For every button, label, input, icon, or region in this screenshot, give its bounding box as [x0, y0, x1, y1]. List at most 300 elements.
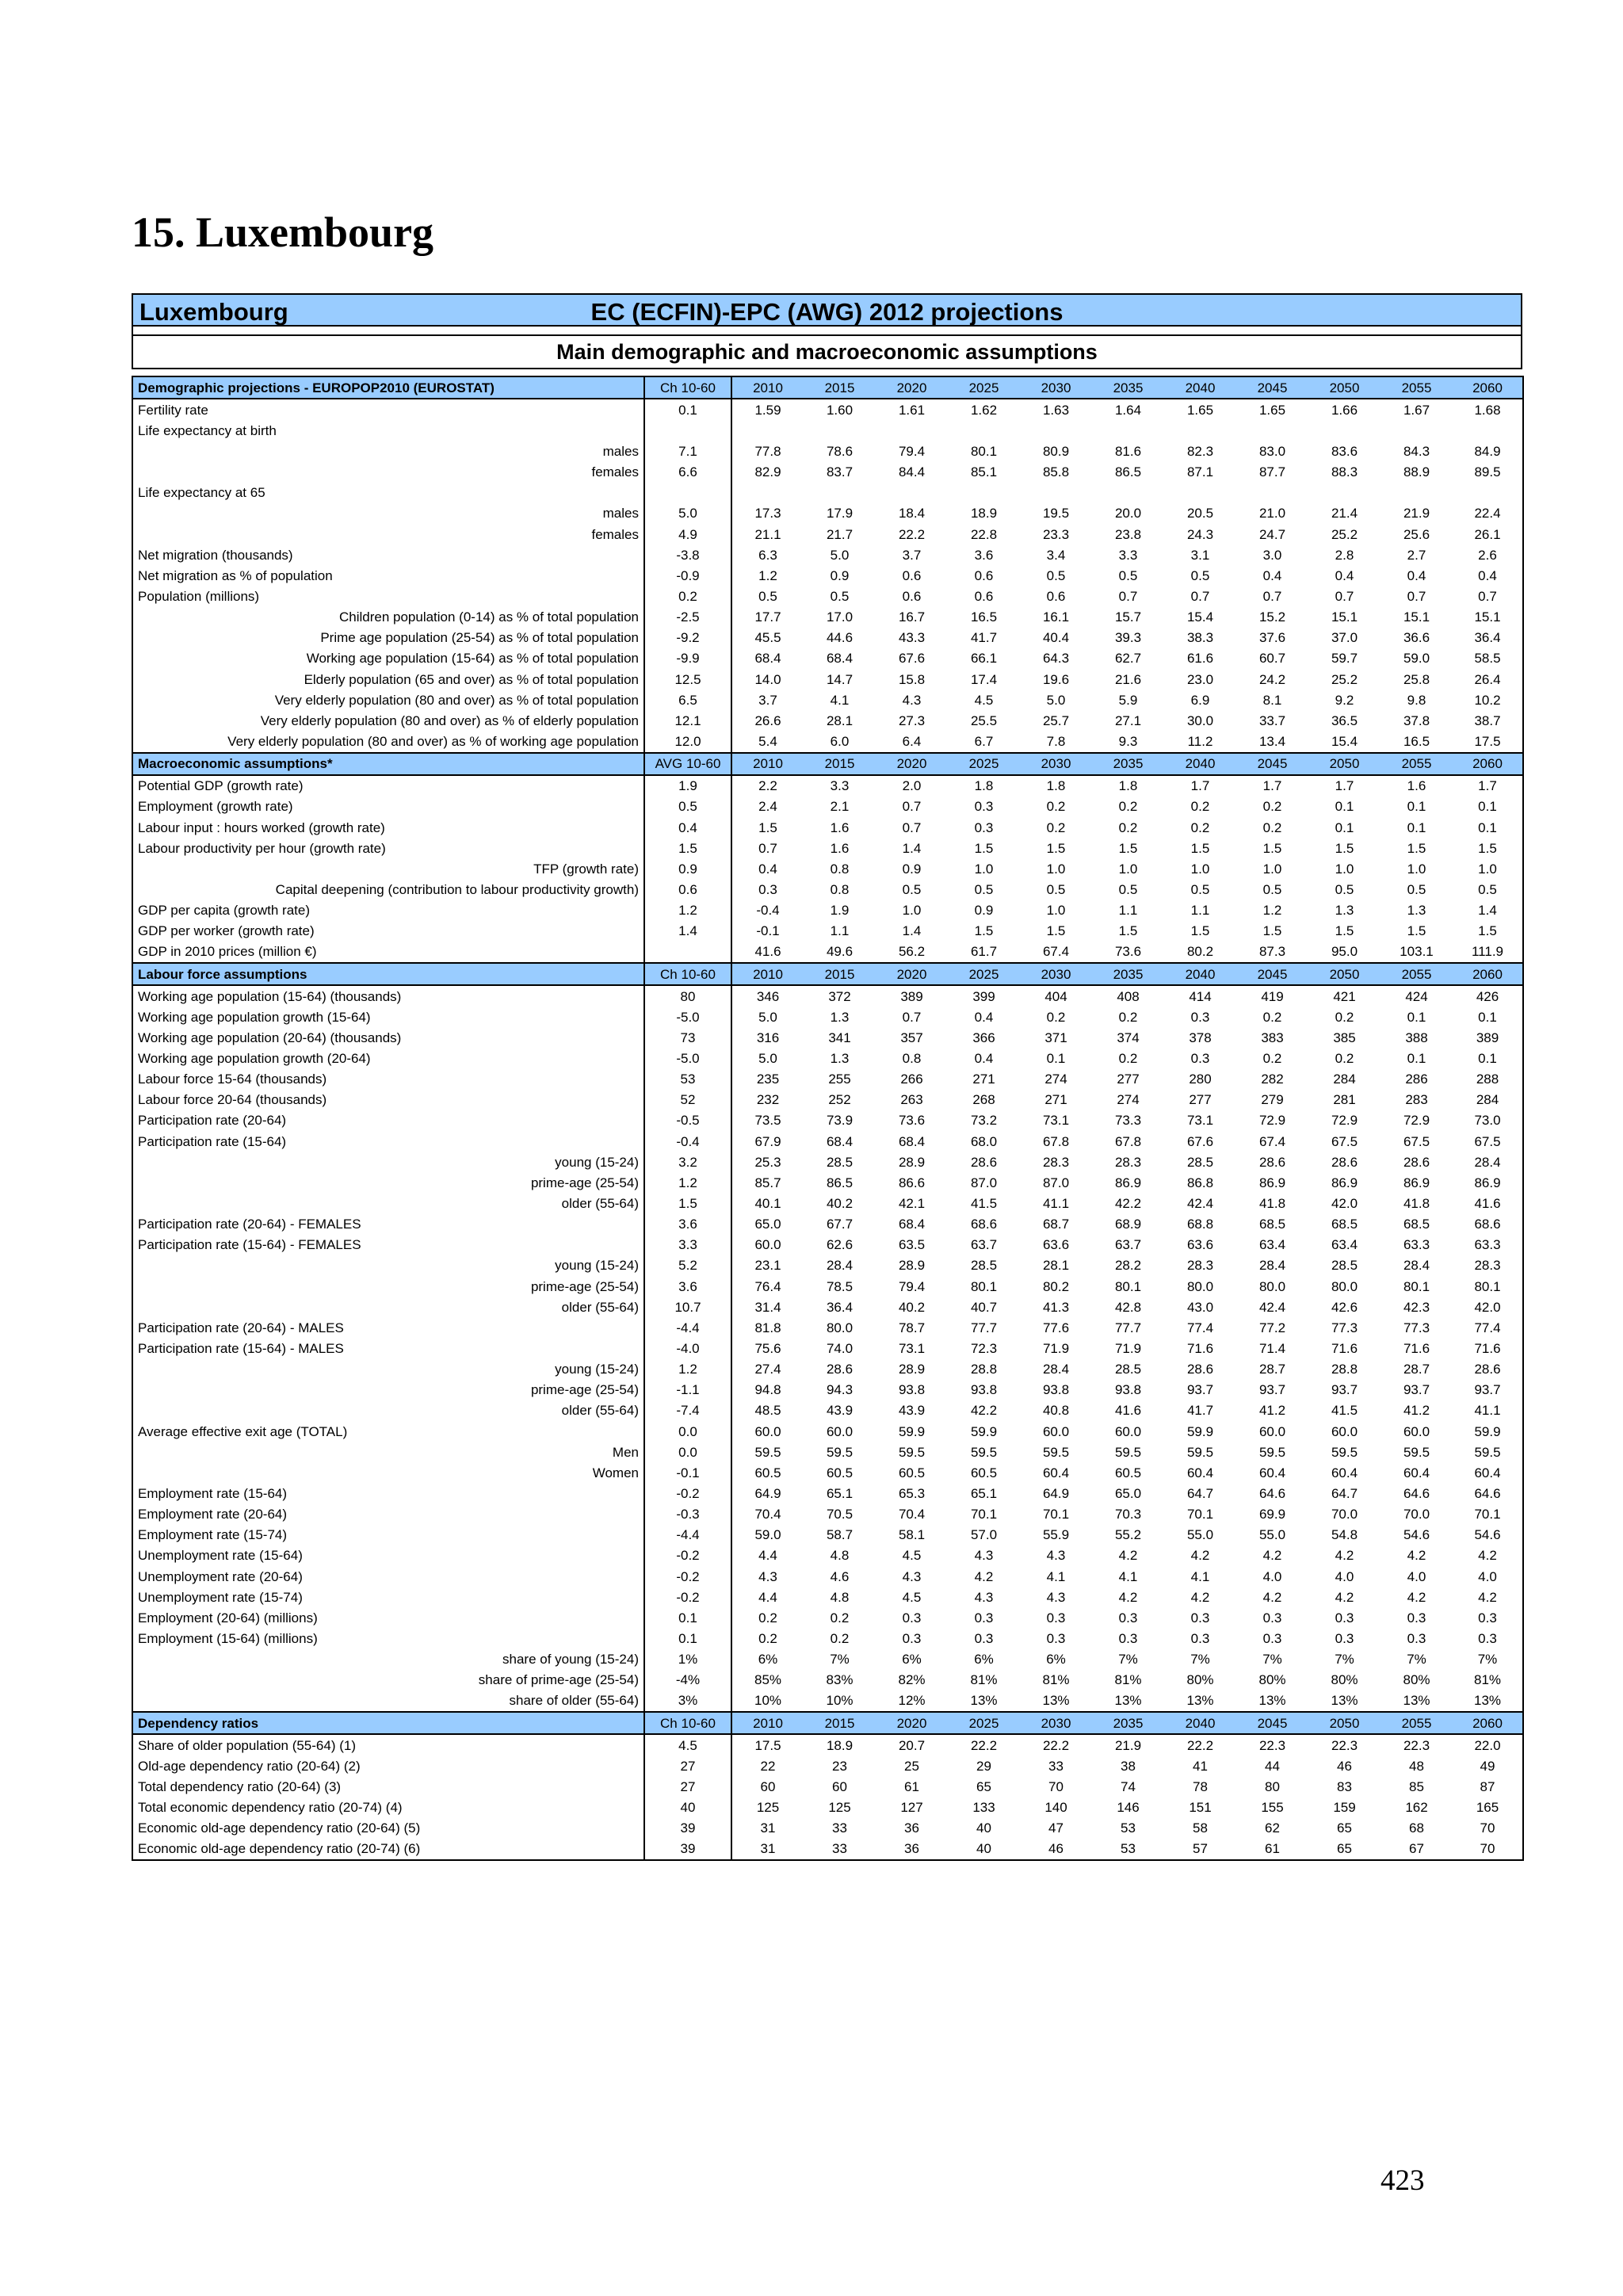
table-row	[132, 669, 1523, 690]
value-cell: 59.5	[1331, 1444, 1358, 1460]
row-label: Economic old-age dependency ratio (20-74) (6)	[132, 1839, 644, 1860]
value-cell: 0.5	[1407, 881, 1426, 897]
value-cell: 277	[1189, 1092, 1212, 1108]
row-label: Life expectancy at 65	[132, 483, 644, 503]
value-cell: 64.3	[1042, 651, 1070, 667]
value-cell: 6.3	[758, 547, 777, 563]
change-cell: AVG 10-60	[644, 753, 731, 775]
value-cell: 1.5	[1190, 840, 1210, 856]
change-cell: 0.0	[644, 1421, 731, 1442]
table-title-band	[132, 293, 1522, 327]
value-cell: 71.6	[1186, 1341, 1214, 1357]
value-cell: 0.8	[902, 1051, 922, 1067]
value-cell: 268	[972, 1092, 995, 1108]
value-cell	[1308, 483, 1381, 503]
value-cell: 49	[1453, 1755, 1523, 1776]
value-cell: 36	[876, 1839, 948, 1860]
value-cell: 61.6	[1186, 651, 1214, 667]
row-label: Fertility rate	[132, 399, 644, 420]
value-cell: 0.3	[1335, 1631, 1354, 1646]
value-cell: 28.7	[1258, 1362, 1286, 1377]
value-cell: 1.5	[1407, 923, 1426, 939]
value-cell: 1.4	[902, 923, 922, 939]
value-cell: 0.1	[1453, 817, 1523, 838]
value-cell: 88.3	[1331, 464, 1358, 480]
value-cell: 17.9	[826, 506, 854, 521]
value-cell: 72.9	[1258, 1113, 1286, 1129]
value-cell: 70.4	[898, 1507, 926, 1522]
value-cell: 0.3	[1453, 1607, 1523, 1628]
row-label: Working age population (15-64) as % of total population	[132, 648, 644, 669]
country-name: Luxembourg	[139, 298, 288, 326]
value-cell: 44	[1265, 1758, 1280, 1774]
value-cell: 41.7	[970, 630, 998, 646]
value-cell: 26.6	[754, 712, 781, 728]
value-cell	[1236, 420, 1308, 441]
change-cell: 39	[644, 1839, 731, 1860]
value-cell: 86.6	[898, 1175, 926, 1190]
value-cell: 87.1	[1186, 464, 1214, 480]
value-cell: 86.9	[1114, 1175, 1142, 1190]
value-cell: 16.7	[898, 609, 926, 625]
value-cell: 80	[1265, 1778, 1280, 1794]
table-row	[132, 1359, 1523, 1380]
value-cell: 40.2	[898, 1299, 926, 1315]
value-cell: 3.4	[1046, 547, 1066, 563]
page-number: 423	[1381, 2164, 1425, 2197]
value-cell: 28.8	[970, 1362, 998, 1377]
value-cell: 18.9	[826, 1737, 854, 1753]
value-cell: 38.7	[1453, 710, 1523, 731]
value-cell: 58	[1193, 1820, 1208, 1836]
value-cell: 372	[828, 988, 851, 1004]
value-cell: 60.5	[754, 1465, 781, 1480]
value-cell: 1.0	[1190, 861, 1210, 877]
row-label: Employment rate (15-74)	[132, 1525, 644, 1545]
value-cell: 2010	[731, 753, 804, 775]
value-cell: 31	[731, 1839, 804, 1860]
value-cell: 60.4	[1453, 1462, 1523, 1483]
value-cell: 71.4	[1258, 1341, 1286, 1357]
value-cell: 10%	[826, 1693, 854, 1709]
value-cell: 78.6	[826, 443, 854, 459]
row-label: prime-age (25-54)	[132, 1380, 644, 1400]
value-cell: 58.1	[898, 1527, 926, 1543]
row-label: Participation rate (15-64) - MALES	[132, 1338, 644, 1358]
value-cell: 25.2	[1331, 526, 1358, 542]
value-cell: 39.3	[1114, 630, 1142, 646]
value-cell: 0.2	[830, 1631, 850, 1646]
table-row	[132, 838, 1523, 858]
row-label: Elderly population (65 and over) as % of total population	[132, 669, 644, 690]
row-label: prime-age (25-54)	[132, 1172, 644, 1193]
row-label: older (55-64)	[132, 1297, 644, 1317]
value-cell: 4.2	[1262, 1589, 1282, 1605]
change-cell: 1.2	[644, 900, 731, 921]
value-cell: 288	[1453, 1069, 1523, 1090]
table-row	[132, 1421, 1523, 1442]
value-cell: 2050	[1308, 376, 1381, 399]
value-cell: 1.5	[1453, 921, 1523, 942]
value-cell: 283	[1405, 1092, 1428, 1108]
value-cell: 389	[900, 988, 923, 1004]
value-cell: 74	[1121, 1778, 1136, 1794]
value-cell: 81.8	[754, 1320, 781, 1335]
value-cell: 70.0	[1403, 1507, 1430, 1522]
row-label: Labour productivity per hour (growth rate)	[132, 838, 644, 858]
row-label: Prime age population (25-54) as % of total population	[132, 628, 644, 648]
change-cell: -0.3	[644, 1504, 731, 1525]
value-cell: 0.1	[1453, 797, 1523, 817]
value-cell: 60.4	[1042, 1465, 1070, 1480]
value-cell: 279	[1261, 1092, 1284, 1108]
value-cell: 87.7	[1258, 464, 1286, 480]
change-cell: 10.7	[644, 1297, 731, 1317]
value-cell: 64.9	[1042, 1486, 1070, 1502]
value-cell: 47	[1048, 1820, 1064, 1836]
value-cell: 70.0	[1331, 1507, 1358, 1522]
value-cell: 53	[1121, 1820, 1136, 1836]
value-cell: 78.5	[826, 1278, 854, 1294]
value-cell: 2055	[1381, 753, 1453, 775]
value-cell: 44.6	[826, 630, 854, 646]
value-cell: 21.7	[826, 526, 854, 542]
value-cell: 80.2	[1042, 1278, 1070, 1294]
row-label: Population (millions)	[132, 586, 644, 606]
value-cell: 0.2	[1190, 799, 1210, 815]
value-cell: 28.7	[1403, 1362, 1430, 1377]
value-cell	[1236, 483, 1308, 503]
value-cell: 71.9	[1114, 1341, 1142, 1357]
table-row	[132, 1649, 1523, 1670]
value-cell: 2040	[1164, 753, 1236, 775]
row-label: Net migration (thousands)	[132, 544, 644, 565]
value-cell: 93.8	[1042, 1382, 1070, 1398]
value-cell: 341	[828, 1030, 851, 1045]
value-cell: 87.3	[1258, 944, 1286, 960]
table-row	[132, 1338, 1523, 1358]
value-cell: 77.8	[754, 443, 781, 459]
value-cell: 6%	[1046, 1652, 1066, 1668]
value-cell: 9.2	[1335, 692, 1354, 708]
value-cell: 79.4	[898, 443, 926, 459]
value-cell: 0.4	[974, 1009, 994, 1025]
value-cell: 36.6	[1403, 630, 1430, 646]
value-cell: 4.8	[830, 1589, 850, 1605]
value-cell: 7%	[1262, 1652, 1282, 1668]
value-cell: 4.3	[902, 1568, 922, 1584]
value-cell: 357	[900, 1030, 923, 1045]
row-label: Unemployment rate (15-64)	[132, 1545, 644, 1566]
value-cell: 30.0	[1186, 712, 1214, 728]
value-cell: 1.3	[830, 1009, 850, 1025]
value-cell: 421	[1333, 988, 1356, 1004]
value-cell: 61.7	[970, 944, 998, 960]
value-cell: 42.2	[970, 1403, 998, 1419]
value-cell: 28.1	[1042, 1258, 1070, 1274]
value-cell: 54.8	[1331, 1527, 1358, 1543]
value-cell: 13%	[1042, 1693, 1070, 1709]
value-cell: 2045	[1236, 376, 1308, 399]
change-cell: -0.4	[644, 1131, 731, 1152]
value-cell: 93.7	[1453, 1380, 1523, 1400]
value-cell: 80%	[1403, 1672, 1430, 1688]
value-cell: 84.4	[898, 464, 926, 480]
value-cell: 18.9	[970, 506, 998, 521]
value-cell: 4.5	[974, 692, 994, 708]
value-cell: 3.7	[902, 547, 922, 563]
value-cell: 28.1	[826, 712, 854, 728]
value-cell: 146	[1117, 1800, 1140, 1816]
value-cell: 0.2	[1046, 819, 1066, 835]
value-cell: 2015	[804, 963, 876, 985]
value-cell: 266	[900, 1072, 923, 1087]
value-cell: 28.6	[1453, 1359, 1523, 1380]
table-row	[132, 797, 1523, 817]
value-cell: 0.2	[1335, 1009, 1354, 1025]
value-cell: 1.5	[758, 819, 777, 835]
value-cell: 385	[1333, 1030, 1356, 1045]
value-cell: 0.2	[1118, 1009, 1138, 1025]
value-cell: 85	[1409, 1778, 1424, 1794]
value-cell: 371	[1044, 1030, 1067, 1045]
value-cell: 0.2	[1262, 1009, 1282, 1025]
value-cell: 235	[756, 1072, 780, 1087]
row-label: Women	[132, 1462, 644, 1483]
value-cell: 59.5	[898, 1444, 926, 1460]
value-cell: 41.2	[1403, 1403, 1430, 1419]
page-heading: 15. Luxembourg	[132, 208, 434, 256]
value-cell: 2015	[804, 376, 876, 399]
section-header-row	[132, 1712, 1523, 1734]
value-cell: 4.2	[1118, 1548, 1138, 1564]
value-cell: 43.9	[898, 1403, 926, 1419]
value-cell: 0.3	[1262, 1631, 1282, 1646]
value-cell: 1.5	[1335, 840, 1354, 856]
value-cell: 73.1	[898, 1341, 926, 1357]
value-cell: 2055	[1381, 1712, 1453, 1734]
value-cell: 28.5	[826, 1154, 854, 1170]
value-cell: 67.5	[1403, 1133, 1430, 1149]
row-label: Labour force 20-64 (thousands)	[132, 1090, 644, 1110]
table-row	[132, 1317, 1523, 1338]
change-cell: 4.5	[644, 1734, 731, 1755]
value-cell: 40.8	[1042, 1403, 1070, 1419]
value-cell: 2060	[1453, 753, 1523, 775]
row-label: Very elderly population (80 and over) as % of total population	[132, 690, 644, 710]
value-cell: 1.67	[1403, 402, 1430, 418]
value-cell: 80.1	[1403, 1278, 1430, 1294]
change-cell: 0.1	[644, 1628, 731, 1648]
value-cell: 232	[756, 1092, 780, 1108]
value-cell: 63.6	[1042, 1237, 1070, 1253]
value-cell: 16.5	[1403, 733, 1430, 749]
value-cell: 80.1	[1453, 1276, 1523, 1297]
value-cell	[1020, 483, 1092, 503]
value-cell: 255	[828, 1072, 851, 1087]
value-cell: 316	[756, 1030, 780, 1045]
value-cell: 63.7	[970, 1237, 998, 1253]
value-cell: 2045	[1236, 1712, 1308, 1734]
value-cell: 0.3	[974, 799, 994, 815]
value-cell: 86.9	[1258, 1175, 1286, 1190]
value-cell: 0.5	[1262, 881, 1282, 897]
value-cell: 67.5	[1453, 1131, 1523, 1152]
table-row	[132, 1027, 1523, 1048]
value-cell	[731, 420, 804, 441]
change-cell: -0.2	[644, 1545, 731, 1566]
table-row	[132, 1462, 1523, 1483]
value-cell: 374	[1117, 1030, 1140, 1045]
value-cell: 64.6	[1453, 1483, 1523, 1503]
value-cell: 19.6	[1042, 671, 1070, 687]
table-row	[132, 1566, 1523, 1587]
value-cell: 62	[1265, 1820, 1280, 1836]
row-label: males	[132, 503, 644, 524]
value-cell: 419	[1261, 988, 1284, 1004]
table-row	[132, 1545, 1523, 1566]
value-cell: 42.0	[1331, 1196, 1358, 1212]
value-cell: 0.4	[1335, 567, 1354, 583]
value-cell: 93.7	[1403, 1382, 1430, 1398]
value-cell: 2035	[1092, 376, 1164, 399]
value-cell: 1.8	[974, 778, 994, 794]
value-cell: 2040	[1164, 1712, 1236, 1734]
value-cell	[731, 483, 804, 503]
value-cell	[948, 483, 1020, 503]
value-cell: 63.5	[898, 1237, 926, 1253]
value-cell: 67.4	[1042, 944, 1070, 960]
value-cell: 41	[1193, 1758, 1208, 1774]
value-cell: 15.2	[1258, 609, 1286, 625]
value-cell: 6.4	[902, 733, 922, 749]
value-cell: 73.6	[1114, 944, 1142, 960]
value-cell: 284	[1333, 1072, 1356, 1087]
value-cell: 0.4	[974, 1051, 994, 1067]
table-row	[132, 1587, 1523, 1607]
value-cell: 0.1	[1046, 1051, 1066, 1067]
value-cell: 68.6	[1453, 1214, 1523, 1235]
value-cell: 0.5	[1335, 881, 1354, 897]
value-cell: 54.6	[1403, 1527, 1430, 1543]
value-cell: 41.6	[1114, 1403, 1142, 1419]
change-cell: 3.3	[644, 1235, 731, 1255]
value-cell: 2040	[1164, 376, 1236, 399]
value-cell: 2030	[1020, 753, 1092, 775]
row-label: Employment (growth rate)	[132, 797, 644, 817]
value-cell: 95.0	[1331, 944, 1358, 960]
row-label: Employment rate (15-64)	[132, 1483, 644, 1503]
value-cell: 4.4	[758, 1589, 777, 1605]
value-cell: 0.5	[830, 588, 850, 604]
value-cell: 0.1	[1335, 799, 1354, 815]
value-cell: 165	[1453, 1797, 1523, 1818]
value-cell: 0.3	[1407, 1610, 1426, 1626]
value-cell: 72.9	[1331, 1113, 1358, 1129]
value-cell: 42.6	[1331, 1299, 1358, 1315]
value-cell: 68.5	[1258, 1217, 1286, 1232]
value-cell	[948, 420, 1020, 441]
value-cell	[804, 420, 876, 441]
table-row	[132, 1797, 1523, 1818]
change-cell: -7.4	[644, 1400, 731, 1421]
value-cell: 17.5	[754, 1737, 781, 1753]
row-label: Participation rate (20-64) - FEMALES	[132, 1214, 644, 1235]
value-cell: 4.2	[1190, 1589, 1210, 1605]
value-cell: 63.4	[1258, 1237, 1286, 1253]
value-cell: 26.1	[1453, 524, 1523, 544]
value-cell: 5.0	[758, 1009, 777, 1025]
value-cell: 408	[1117, 988, 1140, 1004]
change-cell: -0.2	[644, 1587, 731, 1607]
value-cell: 68.4	[898, 1133, 926, 1149]
value-cell: 68.9	[1114, 1217, 1142, 1232]
value-cell: 1.66	[1331, 402, 1358, 418]
table-row	[132, 1255, 1523, 1276]
value-cell: 424	[1405, 988, 1428, 1004]
value-cell: 15.1	[1331, 609, 1358, 625]
value-cell: 59.9	[970, 1423, 998, 1439]
value-cell: 3.1	[1190, 547, 1210, 563]
row-label: GDP in 2010 prices (million €)	[132, 942, 644, 963]
value-cell: 2035	[1092, 1712, 1164, 1734]
value-cell: 78.7	[898, 1320, 926, 1335]
value-cell: 21.4	[1331, 506, 1358, 521]
value-cell: 1.2	[1262, 903, 1282, 919]
value-cell: 65.1	[970, 1486, 998, 1502]
change-cell: 4.9	[644, 524, 731, 544]
value-cell: 83.6	[1331, 443, 1358, 459]
table-row	[132, 1235, 1523, 1255]
value-cell: 28.4	[1403, 1258, 1430, 1274]
value-cell: 0.7	[902, 1009, 922, 1025]
value-cell: 22.8	[970, 526, 998, 542]
value-cell: 59.5	[1258, 1444, 1286, 1460]
value-cell: 274	[1117, 1092, 1140, 1108]
value-cell: 12%	[898, 1693, 926, 1709]
value-cell: 93.8	[898, 1382, 926, 1398]
value-cell: 71.6	[1453, 1338, 1523, 1358]
value-cell: 60.0	[1258, 1423, 1286, 1439]
value-cell: 33	[1048, 1758, 1064, 1774]
row-label: share of prime-age (25-54)	[132, 1670, 644, 1690]
value-cell: 49.6	[826, 944, 854, 960]
row-label: Economic old-age dependency ratio (20-64) (5)	[132, 1818, 644, 1839]
value-cell: 28.4	[1453, 1152, 1523, 1172]
value-cell	[876, 483, 948, 503]
value-cell: 28.8	[1331, 1362, 1358, 1377]
value-cell: 43.0	[1186, 1299, 1214, 1315]
value-cell: 59.5	[970, 1444, 998, 1460]
value-cell: 0.3	[1118, 1610, 1138, 1626]
value-cell: 1.5	[1190, 923, 1210, 939]
value-cell: 82.9	[754, 464, 781, 480]
value-cell: 162	[1405, 1800, 1428, 1816]
value-cell: 389	[1453, 1027, 1523, 1048]
value-cell: 20.5	[1186, 506, 1214, 521]
value-cell: 60.4	[1186, 1465, 1214, 1480]
value-cell: 81.6	[1114, 443, 1142, 459]
change-cell: 0.4	[644, 817, 731, 838]
change-cell: 1.5	[644, 1193, 731, 1213]
value-cell: 60.4	[1331, 1465, 1358, 1480]
value-cell: 69.9	[1258, 1507, 1286, 1522]
value-cell: 42.4	[1258, 1299, 1286, 1315]
value-cell: 41.2	[1258, 1403, 1286, 1419]
change-cell: -1.1	[644, 1380, 731, 1400]
value-cell: 21.6	[1114, 671, 1142, 687]
value-cell: 24.7	[1258, 526, 1286, 542]
